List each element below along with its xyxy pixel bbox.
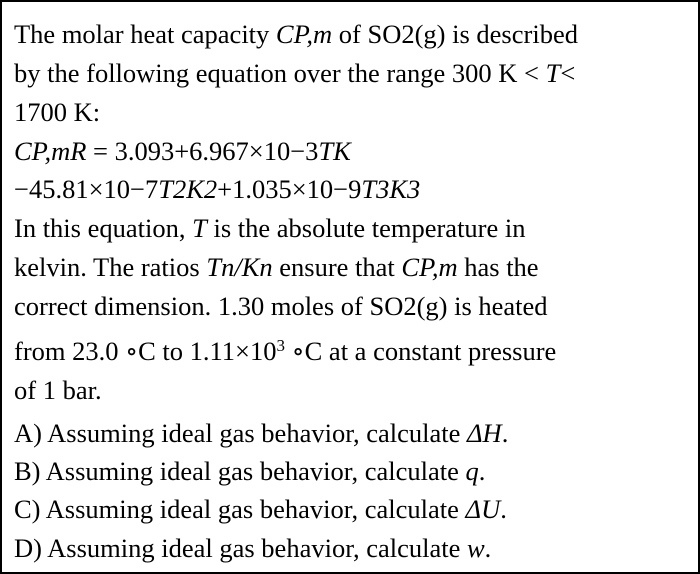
equation-term: = 3.093+6.967×10−3 [86, 136, 319, 166]
question-end: . [501, 418, 509, 448]
text: ensure that [272, 252, 402, 282]
question-text: B) Assuming ideal gas behavior, calculate [14, 456, 466, 486]
text: of SO2(g) is described [332, 19, 578, 49]
problem-line-6 [14, 213, 526, 243]
text: by the following equation over the range 300 K < [14, 58, 546, 88]
heat-capacity-ratio: CP,mR [14, 136, 87, 166]
temperature-symbol: T [545, 58, 561, 88]
text: 1700 K: [14, 97, 101, 127]
temperature-symbol: T [192, 213, 207, 243]
equation-term: T2K2 [158, 174, 218, 204]
question-end: . [484, 533, 492, 563]
question-b [14, 456, 485, 486]
question-end: . [478, 456, 486, 486]
text: < [560, 58, 576, 88]
question-d [14, 533, 491, 563]
problem-line-9 [14, 336, 556, 366]
problem-line-7 [14, 252, 539, 282]
exponent: 3 [276, 336, 286, 355]
equation-term: +1.035×10−9 [217, 174, 362, 204]
question-variable: ΔU [465, 494, 501, 524]
text: from 23.0 ∘C to 1.11×10 [14, 336, 277, 366]
text: ∘C at a constant pressure [285, 336, 557, 366]
question-text: D) Assuming ideal gas behavior, calculate [14, 533, 467, 563]
equation-term: TK [318, 136, 351, 166]
text: kelvin. The ratios [14, 252, 207, 282]
text: correct dimension. 1.30 moles of SO2(g) is heated [14, 291, 548, 321]
heat-capacity-symbol: CP,m [401, 252, 458, 282]
question-a [14, 418, 508, 448]
text: In this equation, [14, 213, 193, 243]
equation-term: T3K3 [361, 174, 421, 204]
problem-line-1 [14, 19, 578, 49]
problem-line-3 [14, 97, 100, 127]
question-variable: q [465, 456, 479, 486]
question-variable: w [466, 533, 485, 563]
text: is the absolute temperature in [206, 213, 526, 243]
text: The molar heat capacity [14, 19, 276, 49]
ratio-symbol: Tn/Kn [206, 252, 273, 282]
question-variable: ΔH [466, 418, 502, 448]
text: has the [457, 252, 539, 282]
equation-line-1 [14, 136, 351, 166]
problem-line-8 [14, 291, 548, 321]
text: of 1 bar. [14, 375, 102, 405]
problem-line-10 [14, 375, 102, 405]
problem-line-2 [14, 58, 575, 88]
question-text: A) Assuming ideal gas behavior, calculate [14, 418, 467, 448]
equation-line-2 [14, 174, 420, 204]
equation-term: −45.81×10−7 [14, 174, 159, 204]
heat-capacity-symbol: CP,m [275, 19, 333, 49]
question-end: . [500, 494, 507, 524]
question-text: C) Assuming ideal gas behavior, calculate [14, 494, 466, 524]
question-c [14, 494, 507, 524]
